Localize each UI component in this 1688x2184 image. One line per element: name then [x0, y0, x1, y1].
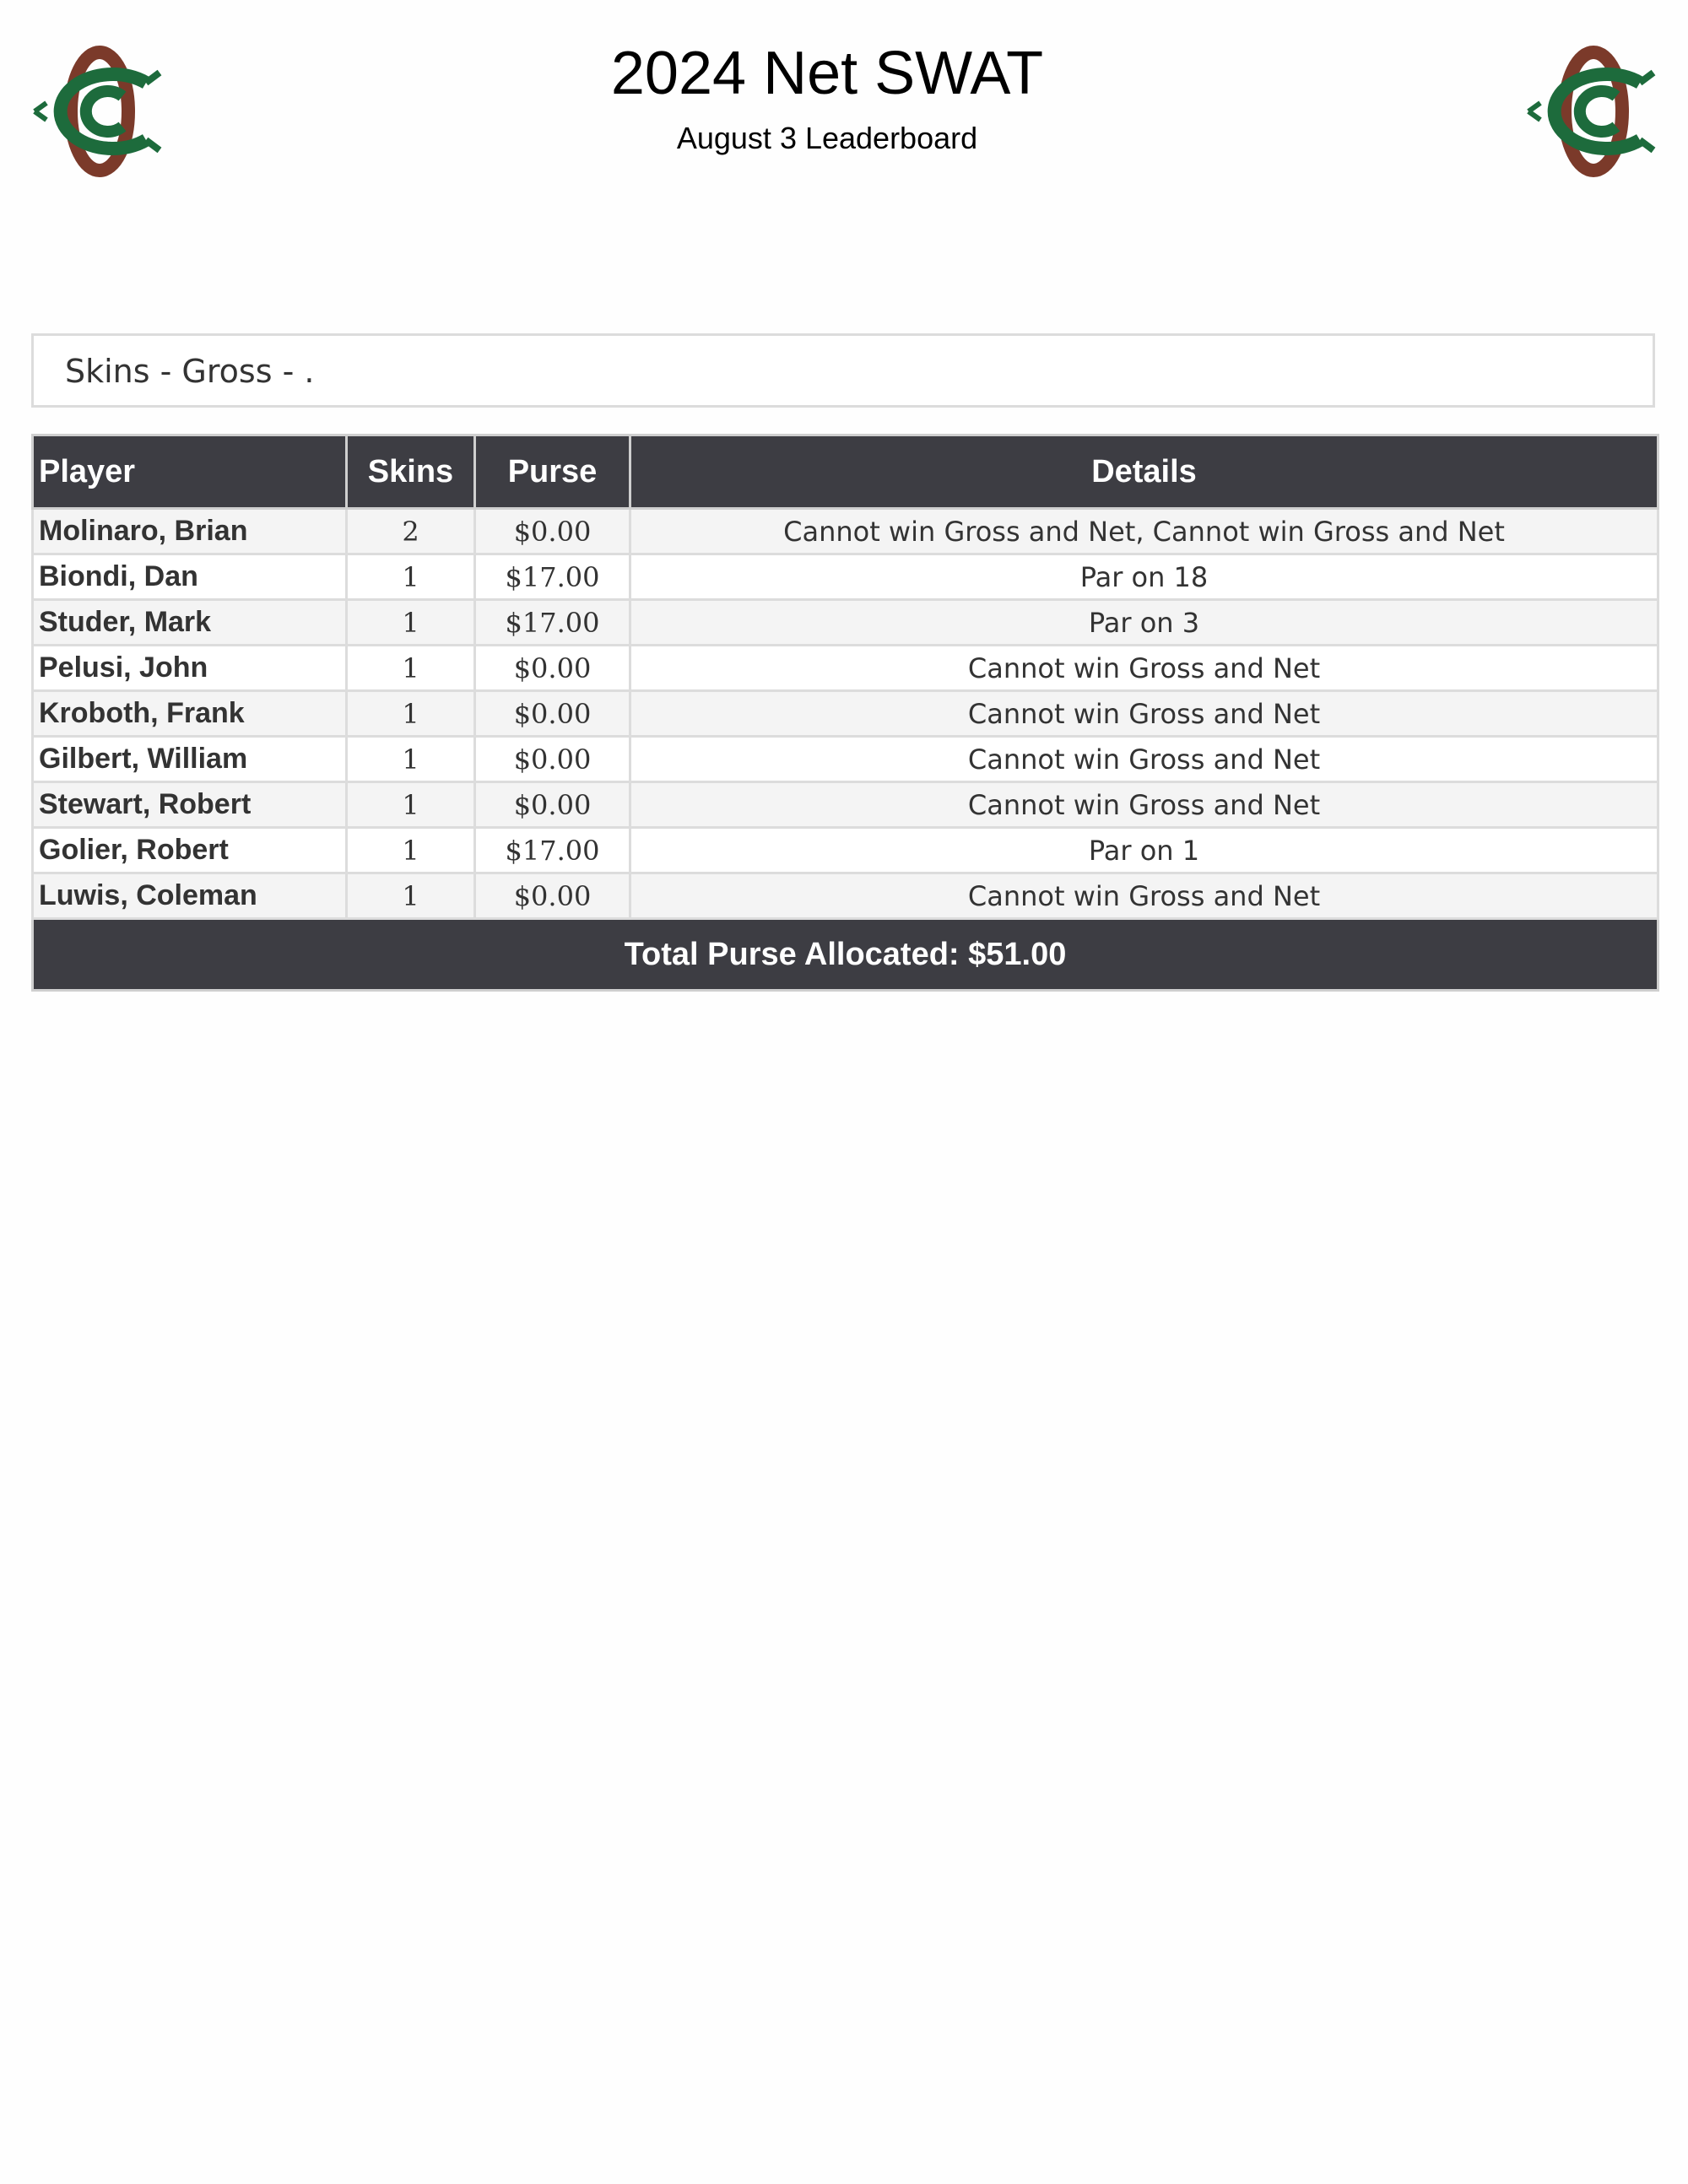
skins-count: 1 — [347, 873, 475, 919]
player-name: Kroboth, Frank — [33, 691, 347, 737]
purse-amount: $17.00 — [475, 600, 630, 646]
column-header-player: Player — [33, 435, 347, 509]
table-footer-row — [33, 919, 1658, 991]
table-row — [33, 782, 1658, 828]
table-row — [33, 646, 1658, 691]
page-subtitle: August 3 Leaderboard — [676, 121, 978, 155]
table-row — [33, 828, 1658, 873]
purse-amount: $0.00 — [475, 646, 630, 691]
leaderboard-table — [31, 434, 1659, 992]
skins-count: 2 — [347, 509, 475, 554]
purse-amount: $0.00 — [475, 782, 630, 828]
player-name: Gilbert, William — [33, 737, 347, 782]
table-row — [33, 691, 1658, 737]
purse-amount: $17.00 — [475, 828, 630, 873]
table-row — [33, 554, 1658, 600]
details-text: Par on 3 — [630, 600, 1658, 646]
table-row — [33, 600, 1658, 646]
total-purse: Total Purse Allocated: $51.00 — [33, 919, 1658, 991]
table-row — [33, 509, 1658, 554]
skins-count: 1 — [347, 691, 475, 737]
column-header-details: Details — [630, 435, 1658, 509]
skins-count: 1 — [347, 782, 475, 828]
details-text: Par on 1 — [630, 828, 1658, 873]
details-text: Par on 18 — [630, 554, 1658, 600]
section-title: Skins - Gross - . — [65, 353, 315, 390]
purse-amount: $17.00 — [475, 554, 630, 600]
column-header-skins: Skins — [347, 435, 475, 509]
player-name: Studer, Mark — [33, 600, 347, 646]
purse-amount: $0.00 — [475, 509, 630, 554]
skins-count: 1 — [347, 600, 475, 646]
player-name: Golier, Robert — [33, 828, 347, 873]
details-text: Cannot win Gross and Net — [630, 737, 1658, 782]
player-name: Biondi, Dan — [33, 554, 347, 600]
purse-amount: $0.00 — [475, 737, 630, 782]
column-header-purse: Purse — [475, 435, 630, 509]
player-name: Luwis, Coleman — [33, 873, 347, 919]
section-header — [31, 333, 1655, 408]
table-row — [33, 737, 1658, 782]
details-text: Cannot win Gross and Net, Cannot win Gross and Net — [630, 509, 1658, 554]
skins-count: 1 — [347, 554, 475, 600]
table-row — [33, 873, 1658, 919]
purse-amount: $0.00 — [475, 691, 630, 737]
skins-count: 1 — [347, 828, 475, 873]
player-name: Pelusi, John — [33, 646, 347, 691]
player-name: Molinaro, Brian — [33, 509, 347, 554]
player-name: Stewart, Robert — [33, 782, 347, 828]
details-text: Cannot win Gross and Net — [630, 646, 1658, 691]
skins-count: 1 — [347, 737, 475, 782]
details-text: Cannot win Gross and Net — [630, 873, 1658, 919]
details-text: Cannot win Gross and Net — [630, 782, 1658, 828]
skins-count: 1 — [347, 646, 475, 691]
page-title: 2024 Net SWAT — [610, 40, 1044, 107]
purse-amount: $0.00 — [475, 873, 630, 919]
table-header-row — [33, 435, 1658, 509]
details-text: Cannot win Gross and Net — [630, 691, 1658, 737]
